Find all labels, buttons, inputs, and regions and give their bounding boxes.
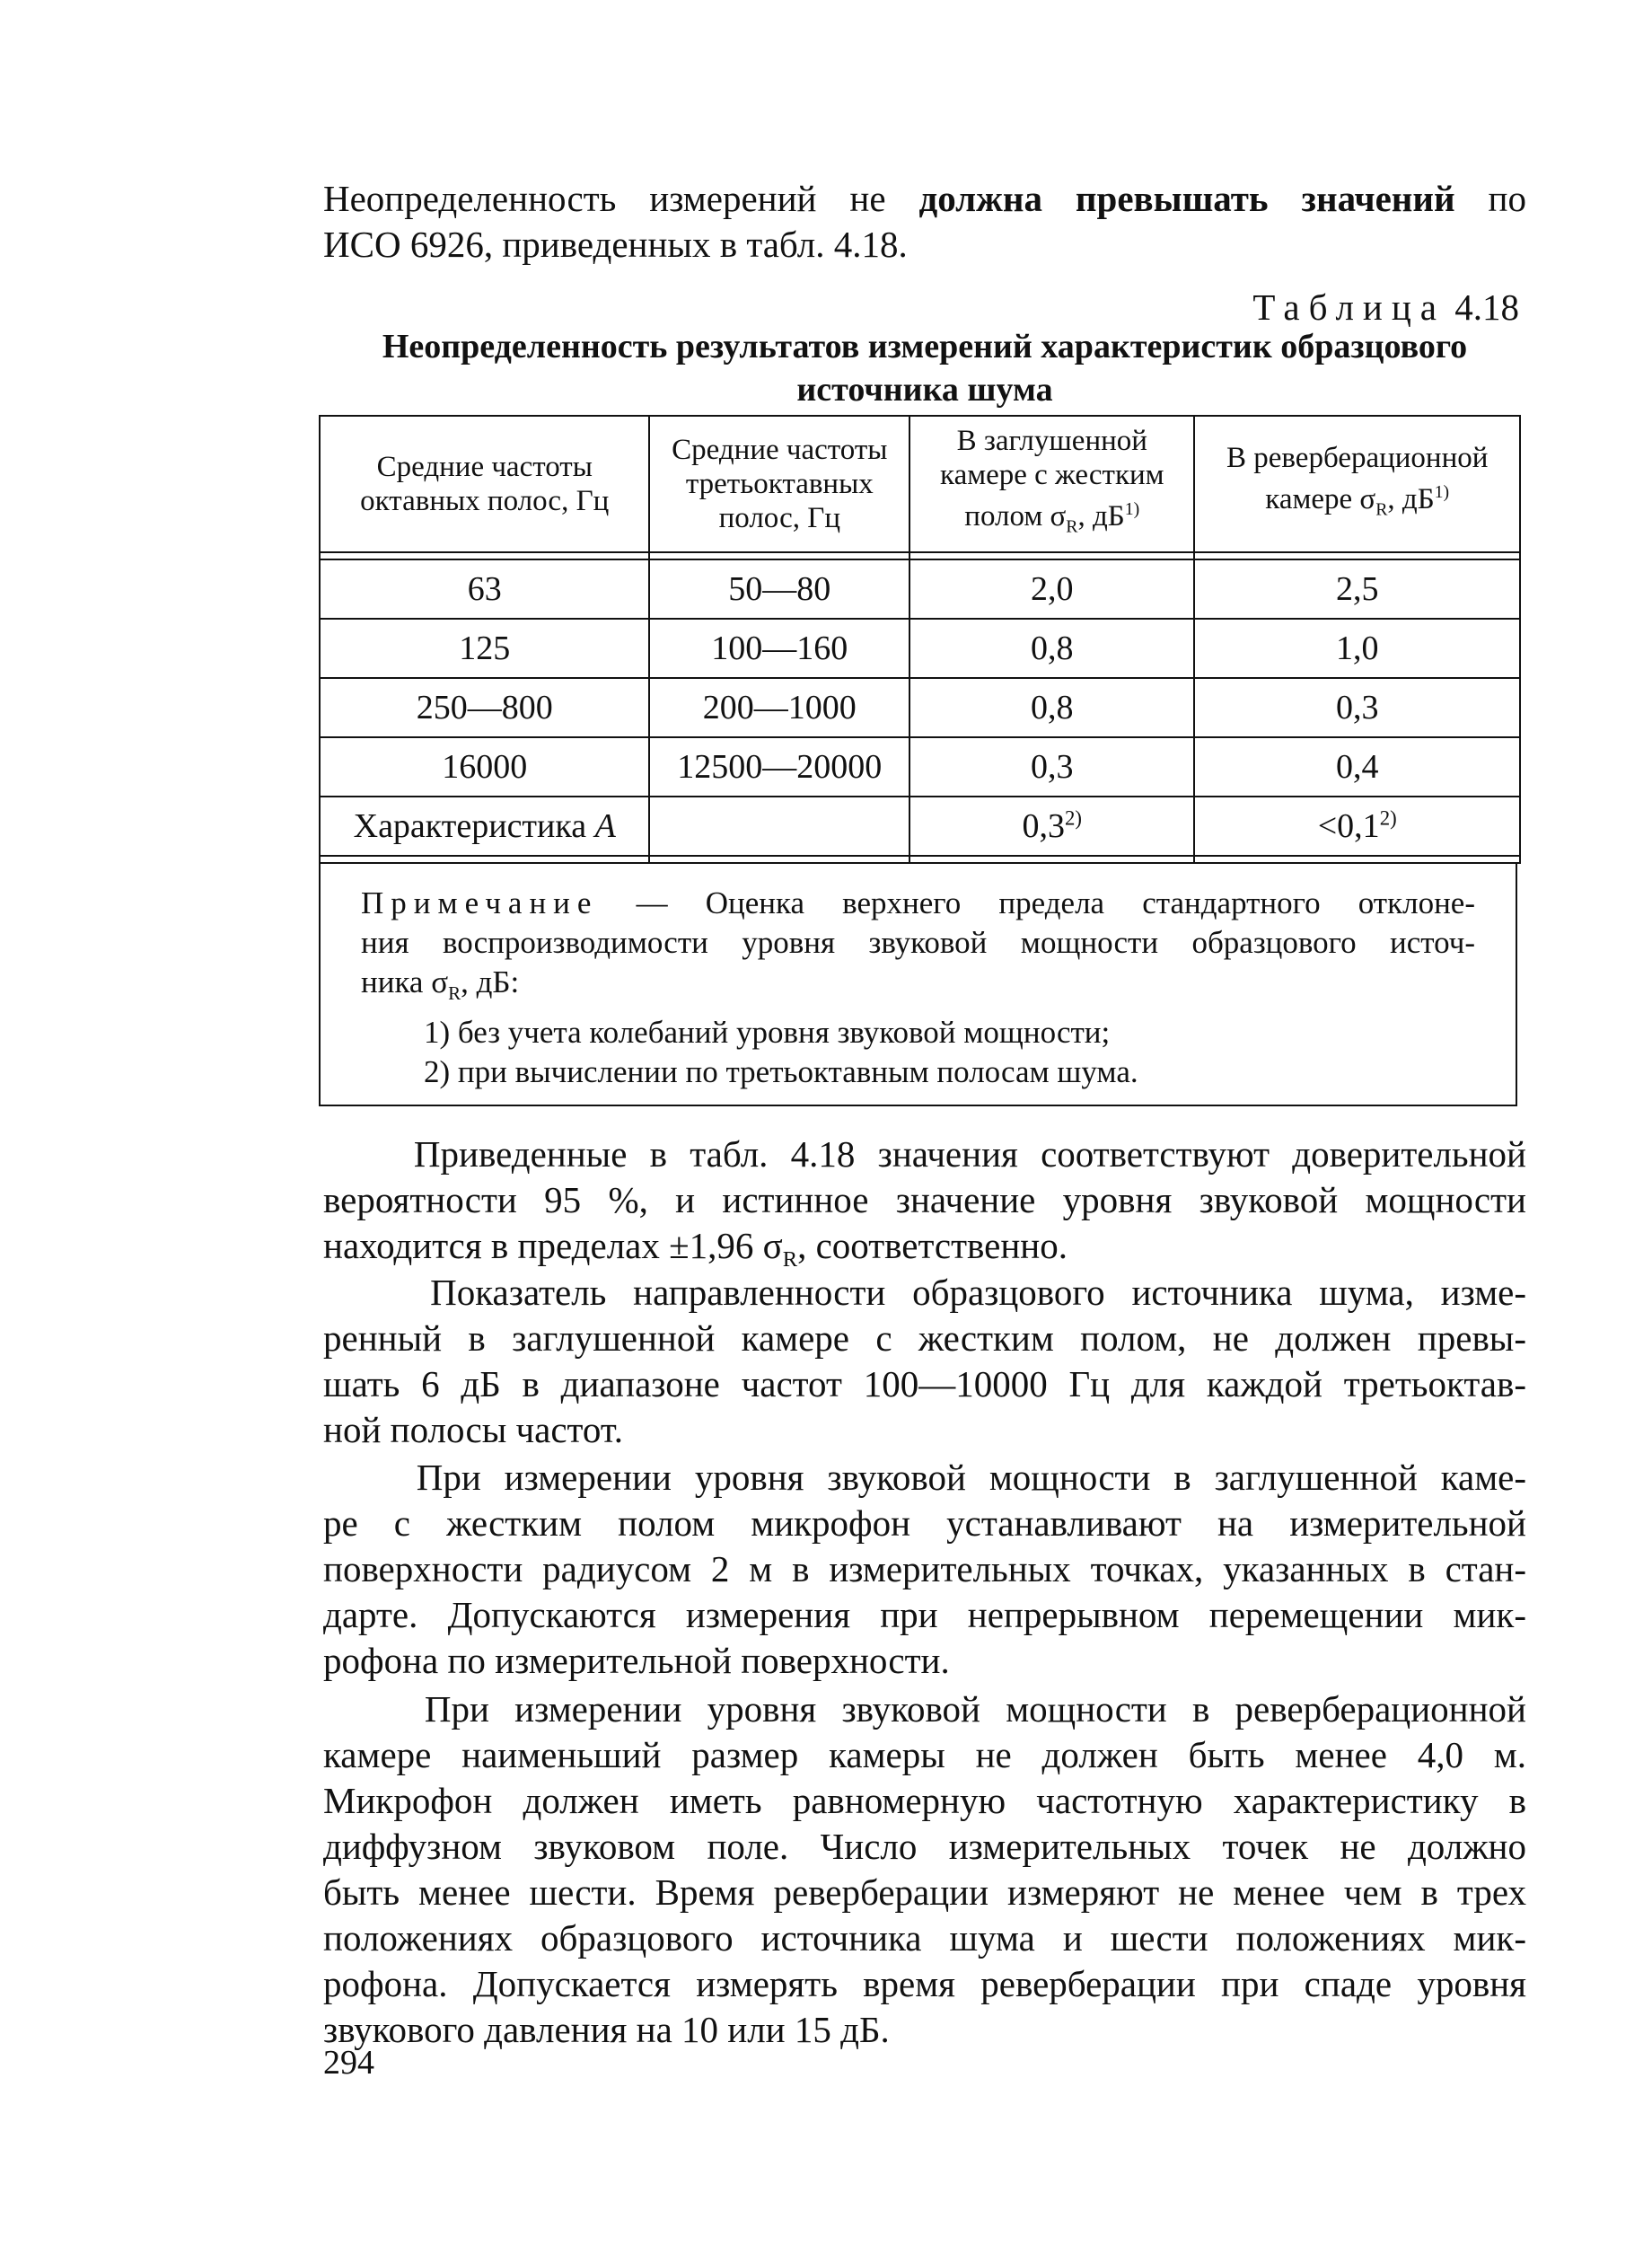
table-cell: 0,3 (909, 737, 1194, 797)
table-cell: 12500—20000 (649, 737, 909, 797)
table-cell: 2,0 (909, 559, 1194, 619)
paragraph-line: рофона по измерительной поверхности. (323, 1640, 950, 1681)
table-cell: 0,8 (909, 619, 1194, 678)
page-number: 294 (323, 2044, 374, 2082)
paragraph-line: камере наименьший размер камеры не должен быть менее 4,0 м. (323, 1734, 1526, 1775)
table-cell: 2,5 (1194, 559, 1520, 619)
table-header-row (320, 416, 1520, 552)
paragraph-line: быть менее шести. Время реверберации измеряют не менее чем в трех (323, 1871, 1526, 1913)
table-cell: 0,4 (1194, 737, 1520, 797)
table-cell: Характеристика А (320, 797, 649, 856)
paragraph-line: Показатель направленности образцового источника шума, изме- (323, 1272, 1526, 1313)
paragraph-line: звукового давления на 10 или 15 дБ. (323, 2009, 890, 2050)
note-line-1-text: — Оценка верхнего предела стандартного отклоне- (598, 885, 1475, 920)
table-label-word: Таблица (1252, 286, 1446, 328)
paragraph-line: ной полосы частот. (323, 1409, 623, 1450)
header-text-3: В заглушенной камере с жестким полом $\sigma_R$, $дБ^{1)}$ (940, 425, 1164, 537)
table-row (320, 797, 1520, 856)
intro-line-1-end: по (1454, 178, 1526, 219)
table-cell: 125 (320, 619, 649, 678)
table-cell: 0,3 (1194, 678, 1520, 737)
table-cell: 50—80 (649, 559, 909, 619)
paragraph-line: положениях образцового источника шума и шести положениях мик- (323, 1917, 1526, 1959)
intro-line-1 (323, 176, 1526, 222)
intro-line-1-text: Неопределенность измерений не (323, 178, 919, 219)
note-line-1 (361, 884, 1475, 923)
table-title-line-1: Неопределенность результатов измерений характеристик образцового (382, 328, 1468, 365)
intro-paragraph (323, 176, 1526, 268)
paragraph-line: При измерении уровня звуковой мощности в заглушенной каме- (323, 1457, 1526, 1498)
paragraph-line: дарте. Допускаются измерения при непрерывном перемещении мик- (323, 1594, 1526, 1635)
table-note (319, 864, 1517, 1106)
intro-line-1-bold: должна превышать значений (918, 178, 1455, 219)
table-cell: 63 (320, 559, 649, 619)
note-item-2: 2) при вычислении по третьоктавным полосам шума. (424, 1054, 1138, 1089)
table-row (320, 619, 1520, 678)
header-text-2: Средние частоты третьоктавных полос, Гц (672, 434, 888, 534)
paragraph-line: поверхности радиусом 2 м в измерительных точках, указанных в стан- (323, 1548, 1526, 1589)
table-row (320, 559, 1520, 619)
intro-line-2: ИСО 6926, приведенных в табл. 4.18. (323, 224, 908, 265)
header-third-octave-bands (649, 416, 909, 552)
table-title-line-2: источника шума (796, 371, 1053, 409)
table-row (320, 737, 1520, 797)
table-cell: 16000 (320, 737, 649, 797)
table-body (320, 552, 1520, 863)
paragraph-line: ре с жестким полом микрофон устанавливают на измерительной (323, 1502, 1526, 1544)
header-reverberation-chamber (1194, 416, 1520, 552)
paragraph-line: находится в пределах ±1,96 $\sigma_R$, соответственно. (323, 1225, 1068, 1272)
table-label-number: 4.18 (1446, 286, 1519, 328)
paragraph-line: вероятности 95 %, и истинное значение уровня звуковой мощности (323, 1179, 1526, 1220)
table-cell: 100—160 (649, 619, 909, 678)
note-line-2: ния воспроизводимости уровня звуковой мощности образцового источ- (361, 925, 1475, 960)
table-label (1077, 286, 1519, 329)
header-text-4: В реверберационной камере $\sigma_R$, $дБ^{1)}$ (1226, 442, 1489, 520)
note-item-1: 1) без учета колебаний уровня звуковой мощности; (424, 1015, 1111, 1050)
paragraph-line: При измерении уровня звуковой мощности в реверберационной (323, 1688, 1526, 1730)
paragraph-line: рофона. Допускается измерять время реверберации при спаде уровня (323, 1963, 1526, 2004)
paragraph-line: Микрофон должен иметь равномерную частотную характеристику в (323, 1780, 1526, 1821)
table-title (323, 325, 1526, 411)
table-row (320, 678, 1520, 737)
table-cell (649, 797, 909, 856)
note-label: Примечание (361, 885, 599, 920)
paragraph-line: шать 6 дБ в диапазоне частот 100—10000 Гц для каждой третьоктав- (323, 1363, 1526, 1404)
paragraph-reverberation-measurement (323, 1686, 1526, 2053)
paragraph-line: ренный в заглушенной камере с жестким полом, не должен превы- (323, 1317, 1526, 1359)
header-text-1: Средние частоты октавных полос, Гц (360, 451, 610, 517)
uncertainty-table (319, 415, 1521, 864)
header-octave-bands (320, 416, 649, 552)
paragraph-line: Приведенные в табл. 4.18 значения соответствуют доверительной (323, 1133, 1526, 1175)
header-anechoic-chamber (909, 416, 1194, 552)
table-gap-row (320, 552, 1520, 559)
note-line-3: ника $\sigma_R$, дБ: (361, 964, 520, 1004)
table-cell: $<0,1^{2)}$ (1194, 797, 1520, 856)
table-cell: 1,0 (1194, 619, 1520, 678)
table-cell: 250—800 (320, 678, 649, 737)
paragraph-line: диффузном звуковом поле. Число измерительных точек не должно (323, 1826, 1526, 1867)
paragraph-directivity (323, 1270, 1526, 1453)
table-cell: 0,8 (909, 678, 1194, 737)
table-cell: 0,3$^{2)}$ (909, 797, 1194, 856)
table-cell: 200—1000 (649, 678, 909, 737)
paragraph-anechoic-measurement (323, 1455, 1526, 1684)
paragraph-confidence (323, 1131, 1526, 1282)
table-gap-row (320, 856, 1520, 863)
